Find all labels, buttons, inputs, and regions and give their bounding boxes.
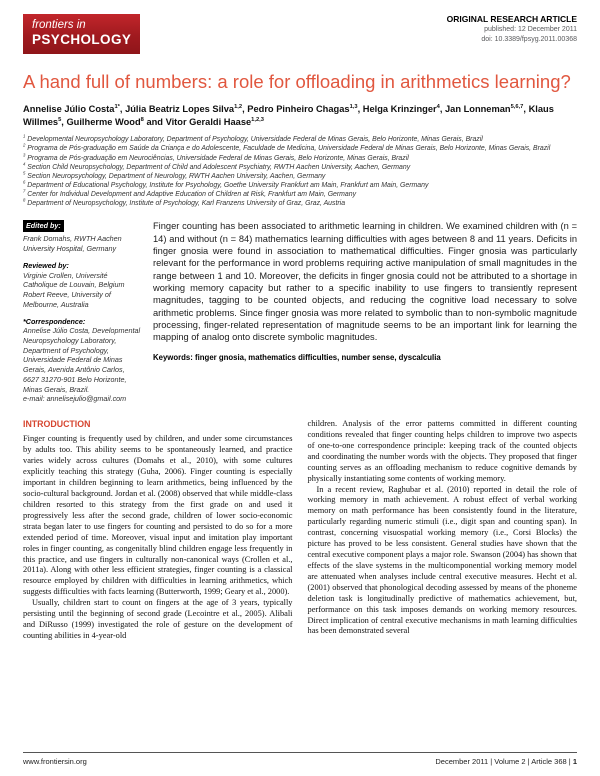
published-date: published: 12 December 2011 [484,26,577,34]
keywords-line: Keywords: finger gnosia, mathematics difficulties, number sense, dyscalculia [153,352,441,362]
author-list [23,103,577,131]
article-title: A hand full of numbers: a role for offloading in arithmetics learning? [23,70,571,92]
author: Jan Lonneman$^{5,6,7}$, [444,103,529,114]
author: Klaus Willmes$^5$, [23,103,554,128]
abstract-section [23,220,577,404]
author-affil-sup: 4 [436,103,440,110]
author: Guilherme Wood$^8$ and [66,117,166,128]
logo-line-frontiers-in: frontiers in [32,19,86,31]
author: Helga Krinzinger$^4$, [362,103,445,114]
reviewer-name: Virginie Crollen, Université Catholique de Louvain, Belgium [23,270,125,290]
footer-site-link[interactable]: www.frontiersin.org [23,757,87,766]
affiliation-item: $^6$ Department of Educational Psychology, Institute for Psychology, Goethe University Frankfurt am Main, Frankfurt am Main, Germany [23,179,429,189]
body-column-left [23,419,293,642]
page-header [23,14,577,54]
author: Júlia Beatriz Lopes Silva$^{1,2}$, [125,103,248,114]
edited-by-label: Edited by: [23,220,64,232]
reviewed-by-block [23,261,141,310]
edited-by-name: Frank Domahs, RWTH Aachen University Hospital, Germany [23,234,122,254]
author: Pedro Pinheiro Chagas$^{1,3}$, [247,103,363,114]
correspondence-block [23,317,141,404]
affiliation-item: $^8$ Department of Neuropsychology, Institute of Psychology, Karl Franzens University of Graz, Graz, Austria [23,197,346,208]
reviewed-by-label: Reviewed by: [23,260,69,270]
author-affil-sup: 5,6,7 [510,103,524,110]
affiliation-list [23,135,577,208]
author-affil-sup: 1,2 [234,103,243,110]
logo-line-psychology: PSYCHOLOGY [32,31,132,47]
body-paragraph: In a recent review, Raghubar et al. (2010) reported in detail the role of working memory in math achievement. A robust effect of verbal working memory on math performance has been consistently found in the literature, particularly regarding numeric stimuli (i.e., digit span and counting span). In contrast, concerning visuospatial working memory (i.e., Corsi Blocks) the picture has proved to be less consistent. General studies have shown that the central executive component plays a major role. Swanson (2004) has shown that effects of the slave systems in the multicomponential working memory model are attenuated when analyses include central executive measures. Hecht et al. (2001) observed that phonological decoding assessed by means of the phoneme deletion task is longitudinally predictive of mathematics achievement, but, performance on this task imposes demands on working memory resources. Direct implication of central executive mechanisms in math learning difficulties has been demonstrated several [307,484,577,636]
affiliation-item: $^3$ Programa de Pós-graduação em Neurociências, Universidade Federal de Minas Gerais, Belo Horizonte, Minas Gerais, Brazil [23,152,409,162]
author: Vitor Geraldi Haase$^{1,2,3}$ [165,117,264,128]
affiliation-item: $^2$ Programa de Pós-graduação em Saúde da Criança e do Adolescente, Faculdade de Medicina, Universidade Federal de Minas Gerais, Belo Horizonte, Minas Gerais, Brazil [23,143,551,153]
author-affil-sup: 1,2,3 [251,117,264,124]
doi-link[interactable]: doi: 10.3389/fpsyg.2011.00368 [481,36,577,44]
body-paragraph: Finger counting is frequently used by children, and under some circumstances by adults too. This ability seems to be spontaneously learned, and practice varies widely across cultures (Domahs et al., 2010), with some cultures explicitly teaching this strategy (Guha, 2006). Finger counting is especially important in children beginning to learn arithmetics, being influenced by the socio-cultural background. Jordan et al. (2008) observed that while middle-class children resorted to this strategy from the first grade on and used it progressively less after the second grade, children of lower socio-economic strata began later to use fingers for counting and persisted to do so for a more extended period of time. Moreover, visual input and imitation play important roles in finger counting, as congenitally blind children engage less frequently in this practice, and use fingers in culturally non-canonical ways (Crollen et al., 2011a). Along with other less efficient strategies, finger counting is a classical resource employed by children with difficulties in learning arithmetics, which suggests difficulties with facts learning (Butterworth, 1999; Geary et al., 2000). [23,434,293,597]
page-footer [23,752,577,766]
body-paragraph: Usually, children start to count on fingers at the age of 3 years, typically persisting until the beginning of second grade (Lecointre et al., 2005). Alibali and DiRusso (1999) investigated the role of gesture on the development of counting abilities in 4-year-old [23,598,293,640]
body-column-right [308,419,578,642]
abstract-wrap [153,220,577,404]
page-number: 1 [572,757,577,766]
edited-by-block [23,220,141,254]
affiliation-item: $^1$ Developmental Neuropsychology Laboratory, Department of Psychology, Universidade Federal de Minas Gerais, Belo Horizonte, Minas Gerais, Brazil [23,134,483,144]
reviewer-name: Robert Reeve, University of Melbourne, Australia [23,290,111,309]
body-paragraph: children. Analysis of the error patterns committed in different counting conditions revealed that finger counting helps children to improve two aspects of one-to-one correspondence principle: keeping track of the counted objects and coordinating the number words with the objects. They proposed that finger counting serves as an offloading mechanism to reduce cognitive demands by physically instantiating some contents of working memory. [307,418,577,483]
author-affil-sup: 1,3 [349,103,358,110]
correspondence-email-link[interactable]: e-mail: annelisejulio@gmail.com [23,394,127,404]
abstract-text: Finger counting has been associated to arithmetic learning in children. We examined children with (n = 14) and without (n = 84) mathematics learning difficulties with ages between 8 and 11 years. Deficits in finger gnosia were found in association to mathematical difficulties. Finger gnosia was particularly relevant for the performance in word problems requiring active manipulation of small magnitudes in the range between 1 and 10. Moreover, the deficits in finger gnosia could not be attributed to a shortage in working memory capacity but rather to a specific inability to use fingers to transiently represent magnitudes, tagging to be counted objects, and reducing the cognitive load necessary to solve arithmetic problems. Since finger gnosia was more related to symbolic than to non-symbolic magnitude processing, finger-related representation of magnitude seems to be an important link for learning the mapping of analog onto discrete symbolic magnitudes. [153,221,577,343]
article-body [23,419,577,642]
author-affil-sup: 8 [140,117,144,124]
introduction-heading: INTRODUCTION [23,418,91,429]
author: Annelise Júlio Costa$^{1*}$, [23,103,126,114]
author-affil-sup: 5 [58,117,62,124]
affiliation-item: $^4$ Section Child Neuropsychology, Department of Child and Adolescent Psychiatry, RWTH Aachen University, Aachen, Germany [23,161,411,171]
affiliation-item: $^7$ Center for Individual Development and Adaptive Education of Children at Risk, Frankfurt am Main, Germany [23,188,357,199]
article-type-label: ORIGINAL RESEARCH ARTICLE [446,14,577,24]
footer-issue-info: December 2011 | Volume 2 | Article 368 | 1 [435,757,577,766]
author-affil-sup: 1* [114,103,120,110]
editorial-sidebar [23,220,141,404]
correspondence-address: Annelise Júlio Costa, Developmental Neuropsychology Laboratory, Department of Psychology, Universidade Federal de Minas Gerais, Avenida Antônio Carlos, 6627 31270-901 Belo Horizonte, Minas Gerais, Brazil. [23,326,141,394]
affiliation-item: $^5$ Section Neuropsychology, Department of Neurology, RWTH Aachen University, Aachen, Germany [23,170,326,180]
header-article-info [447,14,577,45]
frontiers-logo [23,14,140,54]
correspondence-label: *Correspondence: [23,316,86,326]
